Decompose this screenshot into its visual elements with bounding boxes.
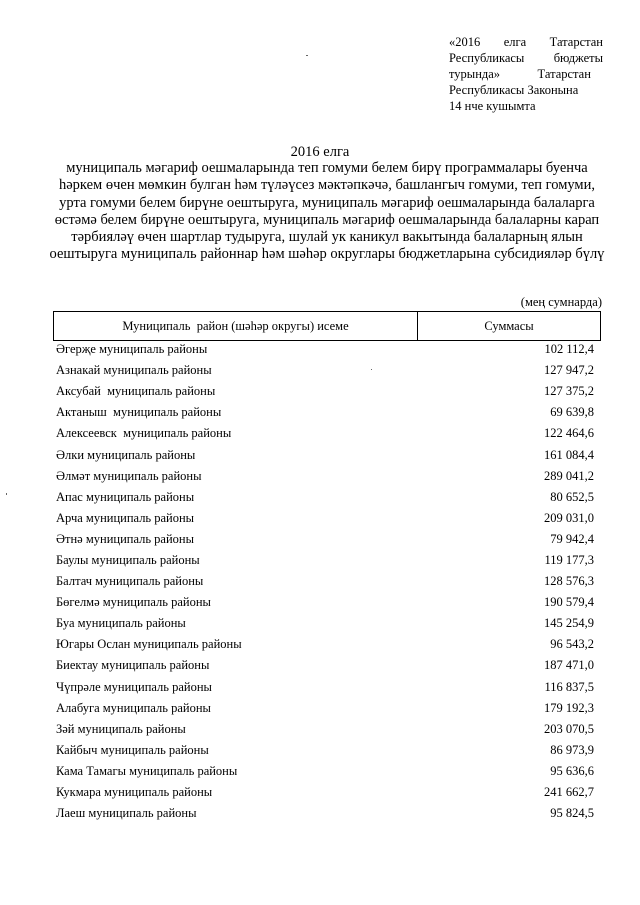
- district-name: Баулы муниципаль районы: [56, 552, 200, 567]
- appendix-line-1: [449, 34, 603, 50]
- district-sum: 190 579,4: [544, 595, 594, 610]
- district-name: Зәй муниципаль районы: [56, 721, 186, 736]
- appendix-word: бюджеты: [553, 51, 603, 65]
- district-sum: 209 031,0: [544, 510, 594, 525]
- table-row: [56, 803, 594, 824]
- units-note: (мең сумнарда): [520, 295, 602, 309]
- district-sum: 96 543,2: [550, 637, 594, 652]
- district-name: Кама Тамагы муниципаль районы: [56, 763, 238, 778]
- district-sum: 95 636,6: [550, 763, 594, 778]
- table-row: [56, 740, 594, 761]
- district-name: Әлки муниципаль районы: [56, 447, 196, 462]
- district-sum: 127 375,2: [544, 384, 594, 399]
- header-name-column: Муниципаль район (шәһәр округы) исеме: [54, 312, 418, 340]
- district-sum: 116 837,5: [544, 679, 594, 694]
- appendix-note: [449, 34, 603, 114]
- title-year: 2016 елга: [290, 144, 350, 160]
- appendix-line-5: 14 нче кушымта: [449, 99, 536, 113]
- district-name: Буа муниципаль районы: [56, 616, 186, 631]
- district-sum: 128 576,3: [544, 574, 594, 589]
- table-row: [56, 782, 594, 803]
- document-title: муниципаль мәгариф оешмаларында теп гомуми белем бирү программалары буенча һәркем өчен мөмкин булган һәм түләүсез мәктәпкәчә, башлангыч гомуми, теп гомуми, урта гомуми белем бирүне оештыруга, муниципаль мәгариф оешмаларында балаларга өстәмә белем бирүне оештыруга, муниципаль мәгариф оешмаларында балаларны карап тәрбияләү өчен шартлар тудыруга, шулай ук каникул вакытында балаларның ялын оештыруга муниципаль районнар һәм шәһәр округлары бюджетларына субсидияләр бүлү: [49, 160, 605, 263]
- table-row: [56, 381, 594, 402]
- district-name: Арча муниципаль районы: [56, 510, 195, 525]
- table-row: [56, 719, 594, 740]
- district-name: Әлмәт муниципаль районы: [56, 468, 202, 483]
- scan-speck: [6, 493, 7, 495]
- table-row: [56, 402, 594, 423]
- district-name: Биектау муниципаль районы: [56, 658, 210, 673]
- table-header: [53, 311, 601, 341]
- appendix-line-2: [449, 50, 603, 66]
- district-sum: 187 471,0: [544, 658, 594, 673]
- district-sum: 102 112,4: [544, 342, 594, 357]
- table-row: [56, 508, 594, 529]
- table-row: [56, 592, 594, 613]
- scan-speck: [371, 369, 372, 370]
- table-row: [56, 444, 594, 465]
- district-name: Аксубай муниципаль районы: [56, 384, 216, 399]
- district-sum: 127 947,2: [544, 363, 594, 378]
- district-sum: 119 177,3: [544, 552, 594, 567]
- appendix-word: «2016: [449, 35, 481, 49]
- district-sum: 161 084,4: [544, 447, 594, 462]
- district-name: Алабуга муниципаль районы: [56, 700, 211, 715]
- table-row: [56, 360, 594, 381]
- district-sum: 145 254,9: [544, 616, 594, 631]
- district-name: Апас муниципаль районы: [56, 489, 195, 504]
- district-sum: 203 070,5: [544, 721, 594, 736]
- appendix-line-4: Республикасы Законына: [449, 83, 579, 97]
- table-row: [56, 339, 594, 360]
- table-row: [56, 571, 594, 592]
- table-row: [56, 698, 594, 719]
- district-sum: 289 041,2: [544, 468, 594, 483]
- table-row: [56, 761, 594, 782]
- district-name: Лаеш муниципаль районы: [56, 806, 197, 821]
- table-row: [56, 677, 594, 698]
- table-row: [56, 529, 594, 550]
- district-name: Алексеевск муниципаль районы: [56, 426, 232, 441]
- appendix-word: елга: [503, 35, 527, 49]
- table-row: [56, 550, 594, 571]
- district-name: Югары Ослан муниципаль районы: [56, 637, 242, 652]
- table-row: [56, 487, 594, 508]
- table-row: [56, 466, 594, 487]
- scan-speck: [306, 55, 308, 56]
- district-name: Бөгелмә муниципаль районы: [56, 595, 211, 610]
- appendix-line-3: турында» Татарстан: [449, 67, 591, 81]
- district-sum: 79 942,4: [550, 531, 594, 546]
- district-name: Азнакай муниципаль районы: [56, 363, 212, 378]
- district-sum: 69 639,8: [550, 405, 594, 420]
- district-name: Актаныш муниципаль районы: [56, 405, 222, 420]
- appendix-word: Татарстан: [549, 35, 603, 49]
- district-name: Әтнә муниципаль районы: [56, 531, 195, 546]
- table-body: [56, 339, 594, 824]
- district-name: Әгерҗе муниципаль районы: [56, 342, 208, 357]
- table-row: [56, 655, 594, 676]
- district-sum: 122 464,6: [544, 426, 594, 441]
- district-name: Балтач муниципаль районы: [56, 574, 204, 589]
- appendix-word: Республикасы: [449, 51, 525, 65]
- district-sum: 86 973,9: [550, 742, 594, 757]
- district-name: Кукмара муниципаль районы: [56, 785, 213, 800]
- district-sum: 179 192,3: [544, 700, 594, 715]
- district-sum: 95 824,5: [550, 806, 594, 821]
- district-sum: 241 662,7: [544, 785, 594, 800]
- district-sum: 80 652,5: [550, 489, 594, 504]
- table-row: [56, 634, 594, 655]
- table-row: [56, 613, 594, 634]
- district-name: Кайбыч муниципаль районы: [56, 742, 209, 757]
- table-row: [56, 423, 594, 444]
- district-name: Чүпрәле муниципаль районы: [56, 679, 212, 694]
- header-sum-column: Суммасы: [484, 318, 534, 333]
